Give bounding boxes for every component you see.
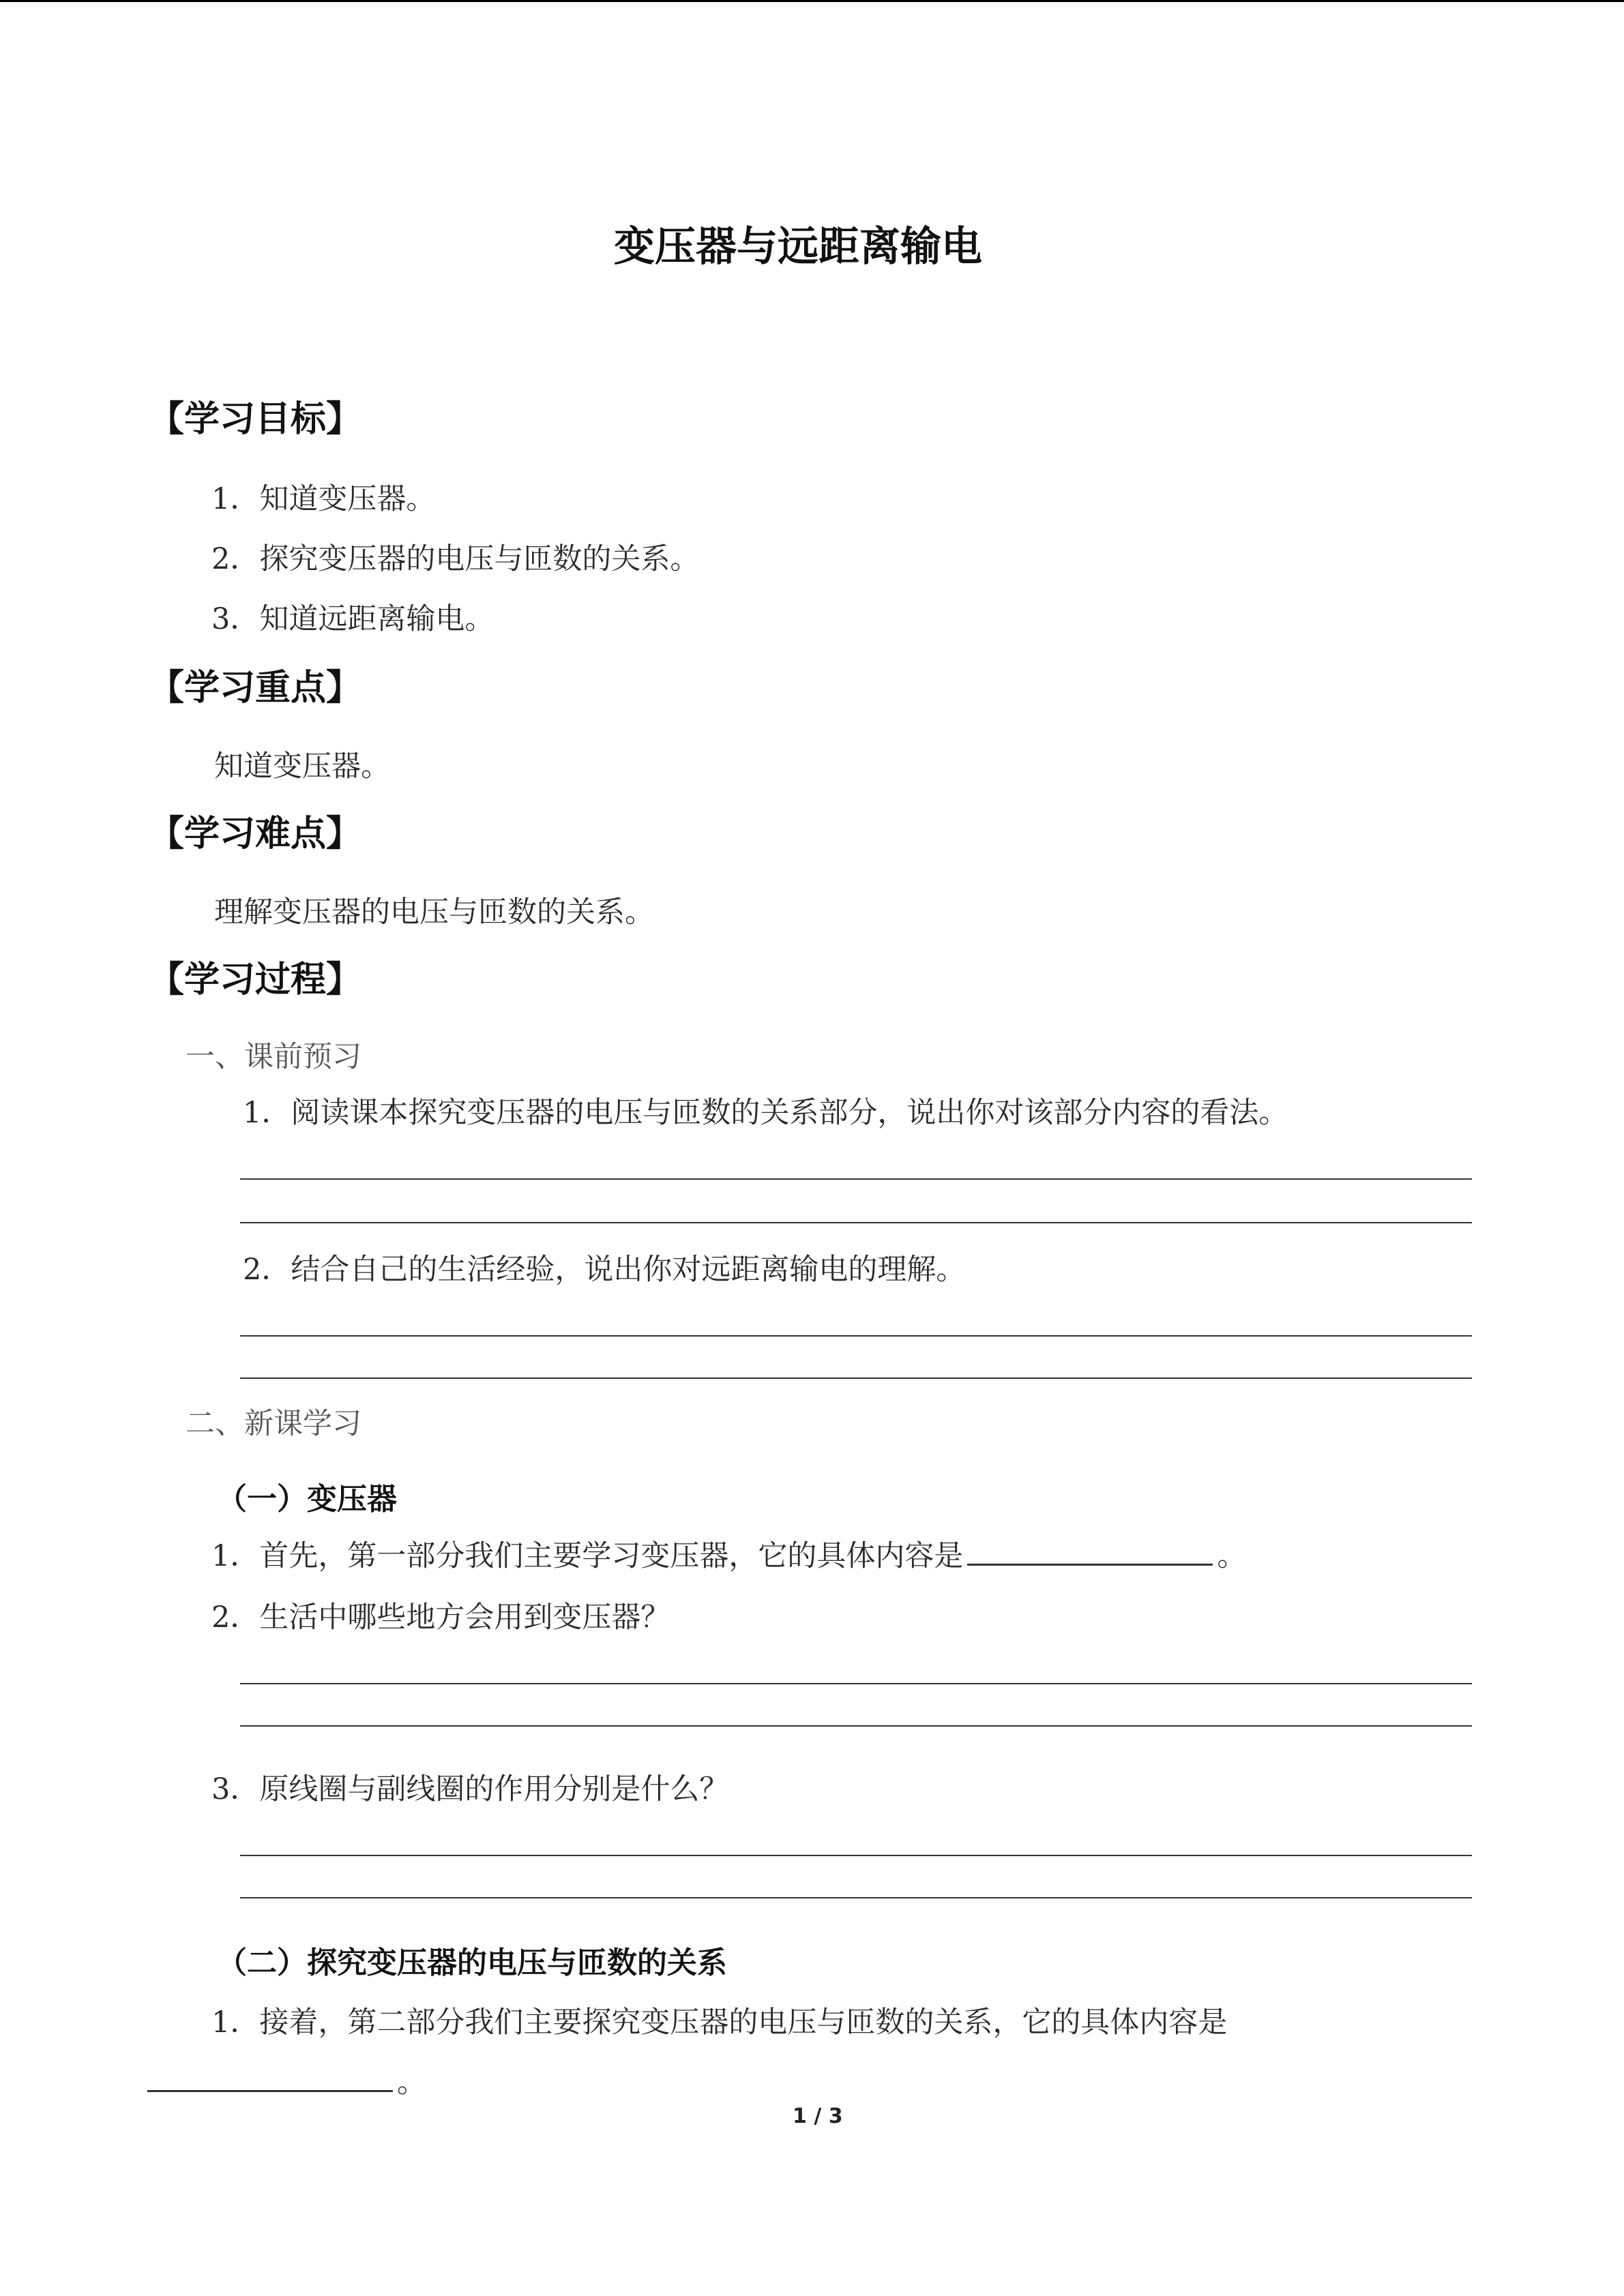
new-lesson-section-label: 二、新课学习 xyxy=(186,1407,361,1441)
preview-question-2: 2．结合自己的生活经验，说出你对远距离输电的理解。 xyxy=(243,1253,966,1287)
part1-question-3: 3．原线圈与副线圈的作用分别是什么？ xyxy=(211,1772,729,1806)
part1-question-1-end: 。 xyxy=(1217,1539,1247,1573)
answer-line[interactable] xyxy=(240,1377,1472,1379)
part2-question-1-continued xyxy=(147,2059,426,2101)
preview-question-1: 1．阅读课本探究变压器的电压与匝数的关系部分，说出你对该部分内容的看法。 xyxy=(243,1096,1288,1130)
page-title: 变压器与远距离输电 xyxy=(614,223,982,271)
page-number: 1 / 3 xyxy=(793,2104,843,2128)
part2-question-1: 1．接着，第二部分我们主要探究变压器的电压与匝数的关系，它的具体内容是 xyxy=(211,2006,1228,2040)
part1-question-1-text: 1．首先，第一部分我们主要学习变压器，它的具体内容是 xyxy=(211,1539,964,1573)
difficulty-heading: 【学习难点】 xyxy=(149,814,362,854)
key-point-heading: 【学习重点】 xyxy=(149,668,362,709)
fill-in-blank[interactable] xyxy=(147,2063,393,2092)
process-heading: 【学习过程】 xyxy=(149,959,362,1000)
answer-line[interactable] xyxy=(240,1178,1472,1180)
answer-line[interactable] xyxy=(240,1855,1472,1856)
answer-line[interactable] xyxy=(240,1222,1472,1223)
part1-question-2: 2．生活中哪些地方会用到变压器？ xyxy=(211,1600,670,1635)
objective-item-1: 1．知道变压器。 xyxy=(211,482,436,516)
objective-item-2: 2．探究变压器的电压与匝数的关系。 xyxy=(211,542,700,576)
part1-question-1 xyxy=(211,1533,1246,1575)
preview-section-label: 一、课前预习 xyxy=(186,1040,361,1074)
answer-line[interactable] xyxy=(240,1335,1472,1337)
difficulty-text: 理解变压器的电压与匝数的关系。 xyxy=(214,895,654,929)
page-top-border xyxy=(0,0,1624,2)
part1-heading: （一）变压器 xyxy=(217,1482,397,1517)
key-point-text: 知道变压器。 xyxy=(214,749,390,784)
objective-item-3: 3．知道远距离输电。 xyxy=(211,602,494,636)
part2-heading: （二）探究变压器的电压与匝数的关系 xyxy=(217,1945,727,1980)
answer-line[interactable] xyxy=(240,1897,1472,1898)
fill-in-blank[interactable] xyxy=(967,1536,1213,1566)
answer-line[interactable] xyxy=(240,1683,1472,1684)
answer-line[interactable] xyxy=(240,1725,1472,1727)
objectives-heading: 【学习目标】 xyxy=(149,399,362,440)
part2-question-1-end: 。 xyxy=(397,2066,426,2100)
